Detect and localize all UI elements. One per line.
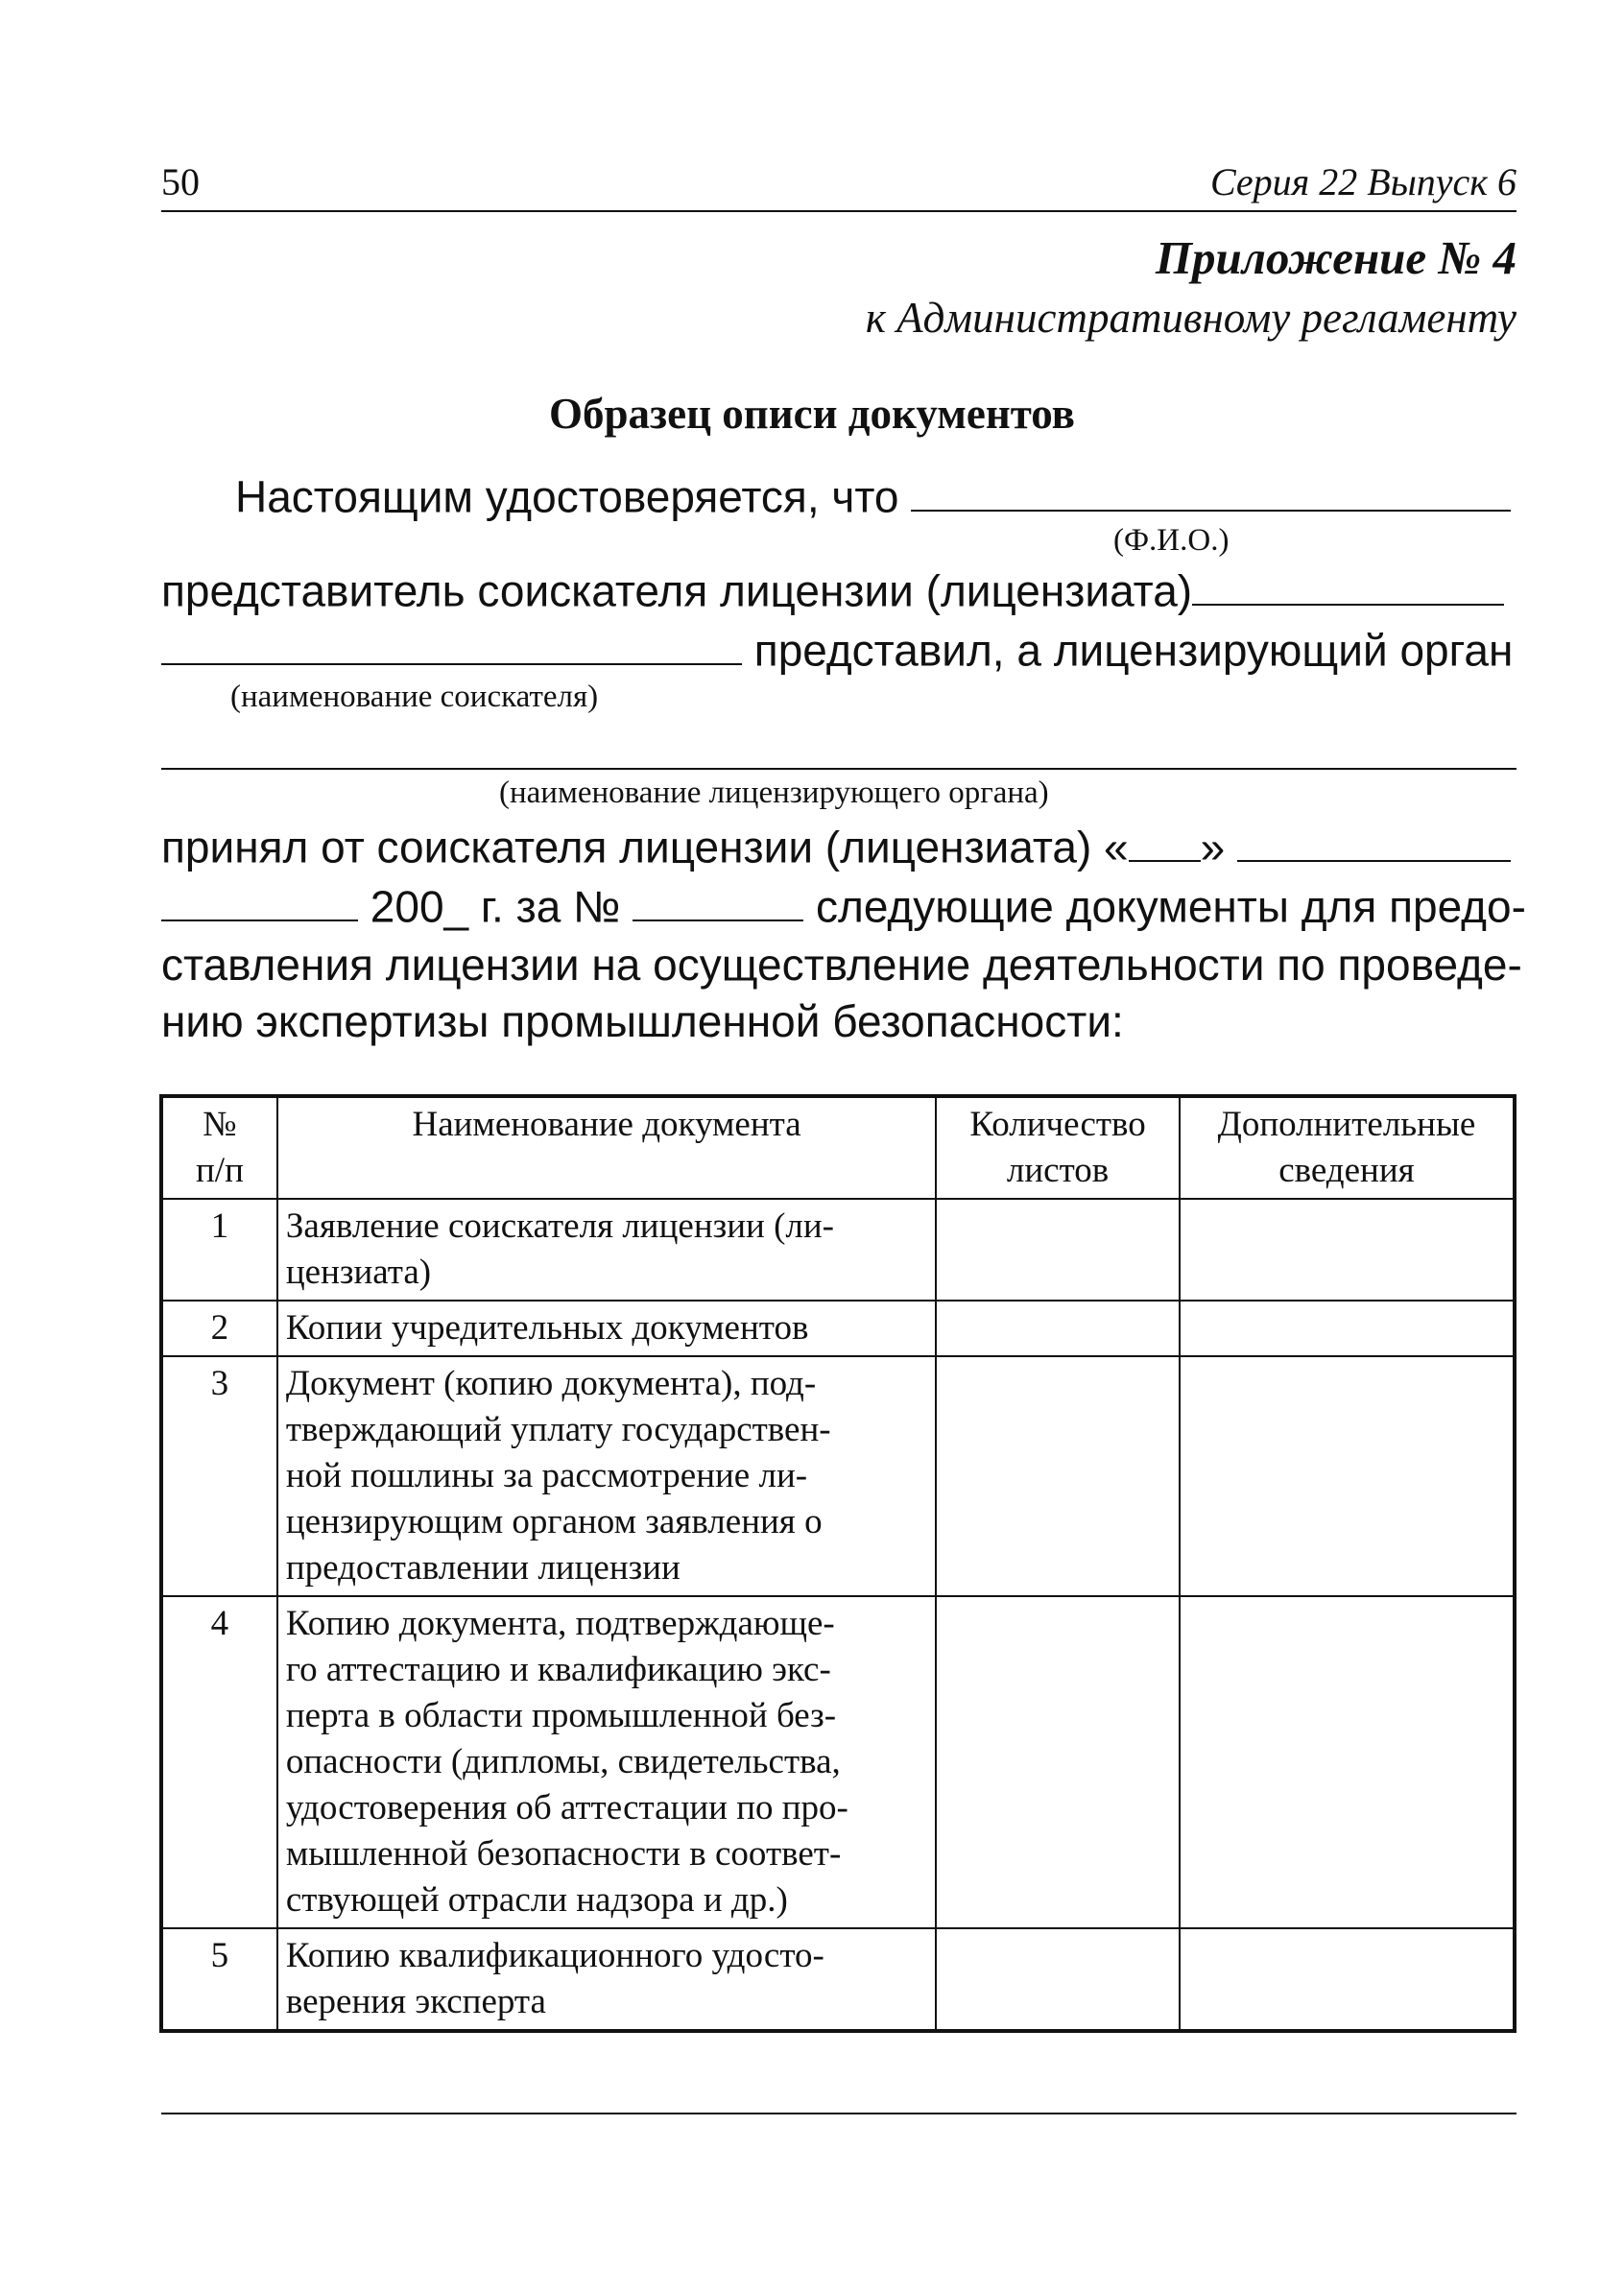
row-extra-cell[interactable] [1180,1301,1515,1356]
number-blank[interactable] [633,880,803,921]
licensee-blank[interactable] [1192,564,1504,606]
row-document-name: Документ (копию документа), под- тверждающий уплату государствен- ной пошлины за рассмотрение ли- цензирующим органом заявления о предоставлении лицензии [277,1356,936,1596]
header-name: Наименование документа [277,1096,936,1199]
form-line-3 [161,624,1517,676]
caption-fio: (Ф.И.О.) [1113,523,1230,558]
authority-name-blank[interactable] [161,768,1517,770]
page-number: 50 [161,160,200,203]
date-blank[interactable] [161,880,358,921]
row-extra-cell[interactable] [1180,1356,1515,1596]
row-document-name: Заявление соискателя лицензии (ли- цензиата) [277,1199,936,1301]
row-document-name: Копию квалификационного удосто- верения эксперта [277,1928,936,2031]
header-rule [161,210,1517,212]
appendix-title: Приложение № 4 [1155,231,1517,284]
row-number: 1 [161,1199,277,1301]
table-row [161,1199,1515,1301]
month-blank[interactable] [1237,821,1511,862]
form-line-4 [161,821,1517,872]
table-row [161,1928,1515,2031]
row-number: 2 [161,1301,277,1356]
header-num: № п/п [161,1096,277,1199]
row-number: 4 [161,1596,277,1928]
documents-table [159,1094,1517,2033]
form-line-2 [161,564,1517,616]
table-row [161,1596,1515,1928]
row-number: 3 [161,1356,277,1596]
day-blank[interactable] [1129,821,1201,862]
following-docs-text: следующие документы для предо- [815,881,1526,932]
footer-rule [161,2113,1517,2114]
certify-text: Настоящим удостоверяется, что [235,471,899,522]
accepted-text: принял от соискателя лицензии (лицензиата) « [161,822,1129,872]
row-qty-cell[interactable] [936,1356,1180,1596]
appendix-subtitle: к Административному регламенту [865,294,1517,342]
row-qty-cell[interactable] [936,1199,1180,1301]
header-qty: Количество листов [936,1096,1180,1199]
series-label: Серия 22 Выпуск 6 [1209,160,1517,203]
form-line-1 [235,470,1517,522]
applicant-name-blank[interactable] [161,624,742,665]
row-qty-cell[interactable] [936,1928,1180,2031]
representative-text: представитель соискателя лицензии (лицензиата) [161,565,1193,616]
document-title: Образец описи документов [549,390,1075,438]
form-line-7: нию экспертизы промышленной безопасности: [161,996,1124,1046]
row-document-name: Копию документа, подтверждающе- го аттестацию и квалификацию экс- перта в области промышленной без- опасности (дипломы, свидетельства, удостоверения об аттестации по про- мышленной безопасности в соответ- ствующей отрасли надзора и др.) [277,1596,936,1928]
caption-authority: (наименование лицензирующего органа) [499,776,1049,810]
form-line-5 [161,880,1526,932]
table-header-row [161,1096,1515,1199]
header-extra: Дополнительные сведения [1180,1096,1515,1199]
form-line-6: ставления лицензии на осуществление деятельности по проведе- [161,940,1522,990]
row-qty-cell[interactable] [936,1301,1180,1356]
row-document-name: Копии учредительных документов [277,1301,936,1356]
quote-close: » [1200,822,1226,872]
row-number: 5 [161,1928,277,2031]
fio-blank[interactable] [911,470,1511,512]
row-extra-cell[interactable] [1180,1199,1515,1301]
submitted-text: представил, а лицензирующий орган [753,625,1514,676]
caption-applicant: (наименование соискателя) [230,680,599,714]
row-qty-cell[interactable] [936,1596,1180,1928]
row-extra-cell[interactable] [1180,1928,1515,2031]
year-text: 200_ г. за № [370,881,621,932]
table-row [161,1301,1515,1356]
table-row [161,1356,1515,1596]
row-extra-cell[interactable] [1180,1596,1515,1928]
